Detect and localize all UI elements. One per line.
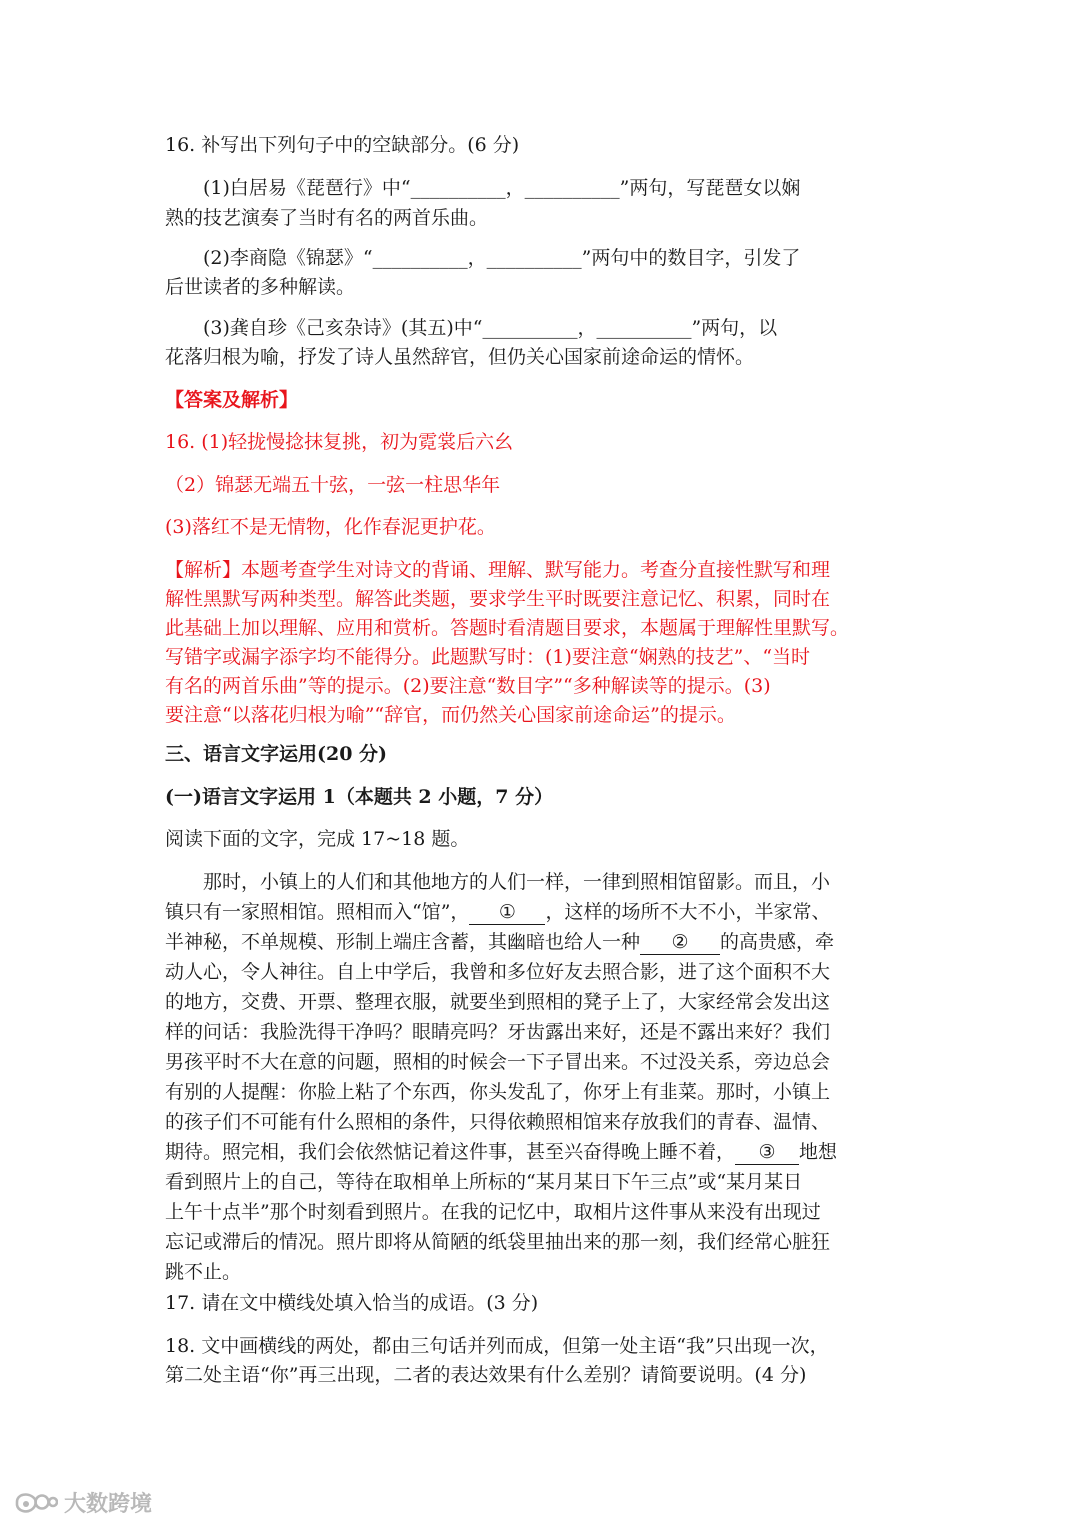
passage-text: 地想 bbox=[799, 1141, 838, 1163]
q16-p1-line2: 熟的技艺演奏了当时有名的两首乐曲。 bbox=[165, 207, 489, 229]
blank-3: ③ bbox=[735, 1140, 799, 1165]
passage-line-1: 那时，小镇上的人们和其他地方的人们一样，一律到照相馆留影。而且，小 bbox=[203, 871, 831, 893]
passage-line-13: 忘记或滞后的情况。照片即将从简陋的纸袋里抽出来的那一刻，我们经常心脏狂 bbox=[165, 1231, 831, 1253]
section3-subtitle: (一)语言文字运用 1（本题共 2 小题，7 分） bbox=[165, 786, 554, 808]
q16-p2-line1: (2)李商隐《锦瑟》“__________，__________”两句中的数目字，引发了 bbox=[203, 247, 801, 269]
passage-text: 期待。照完相，我们会依然惦记着这件事，甚至兴奋得晚上睡不着， bbox=[165, 1141, 736, 1163]
analysis-line-4: 写错字或漏字添字均不能得分。此题默写时：(1)要注意“娴熟的技艺”、“当时 bbox=[165, 646, 811, 668]
passage-line-12: 上午十点半”那个时刻看到照片。在我的记忆中，取相片这件事从来没有出现过 bbox=[165, 1201, 821, 1223]
passage-line-8: 有别的人提醒：你脸上粘了个东西，你头发乱了，你牙上有韭菜。那时，小镇上 bbox=[165, 1081, 831, 1103]
answer-2: （2）锦瑟无端五十弦，一弦一柱思华年 bbox=[165, 474, 501, 496]
q16-p1-line1: (1)白居易《琵琶行》中“__________，__________”两句，写琵琶女以娴 bbox=[203, 177, 801, 199]
analysis-line-2: 解性黑默写两种类型。解答此类题，要求学生平时既要注意记忆、积累，同时在 bbox=[165, 588, 831, 610]
answer-heading: 【答案及解析】 bbox=[165, 389, 299, 411]
q18-line-1: 18. 文中画横线的两处，都由三句话并列而成，但第一处主语“我”只出现一次， bbox=[165, 1335, 829, 1357]
watermark bbox=[14, 1487, 152, 1517]
passage-line-10 bbox=[165, 1138, 917, 1166]
analysis-line-1: 【解析】本题考查学生对诗文的背诵、理解、默写能力。考查分直接性默写和理 bbox=[165, 559, 831, 581]
passage-line-4: 动人心，令人神往。自上中学后，我曾和多位好友去照合影，进了这个面积不大 bbox=[165, 961, 831, 983]
passage-line-6: 样的问话：我脸洗得干净吗？眼睛亮吗？牙齿露出来好，还是不露出来好？我们 bbox=[165, 1021, 831, 1043]
q16-p3-line2: 花落归根为喻，抒发了诗人虽然辞官，但仍关心国家前途命运的情怀。 bbox=[165, 346, 755, 368]
passage-line-11: 看到照片上的自己，等待在取相单上所标的“某月某日下午三点”或“某月某日 bbox=[165, 1171, 803, 1193]
passage-line-7: 男孩平时不大在意的问题，照相的时候会一下子冒出来。不过没关系，旁边总会 bbox=[165, 1051, 831, 1073]
blank-2: ② bbox=[640, 930, 720, 955]
section3-title: 三、语言文字运用(20 分) bbox=[165, 743, 388, 765]
passage-text: 镇只有一家照相馆。照相而入“馆”， bbox=[165, 901, 470, 923]
q16-p2-line2: 后世读者的多种解读。 bbox=[165, 276, 356, 298]
analysis-line-5: 有名的两首乐曲”等的提示。(2)要注意“数目字”“多种解读等的提示。(3) bbox=[165, 675, 771, 697]
analysis-line-6: 要注意“以落花归根为喻”“辞官，而仍然关心国家前途命运”的提示。 bbox=[165, 704, 736, 726]
blank-1: ① bbox=[469, 900, 545, 925]
q16-p3-line1: (3)龚自珍《己亥杂诗》(其五)中“__________，__________”两句，以 bbox=[203, 317, 778, 339]
q18-line-2: 第二处主语“你”再三出现，二者的表达效果有什么差别？请简要说明。(4 分) bbox=[165, 1364, 807, 1386]
passage-line-14: 跳不止。 bbox=[165, 1261, 242, 1283]
passage-line-3 bbox=[165, 928, 917, 956]
passage-text: ，这样的场所不大不小，半家常、 bbox=[545, 901, 831, 923]
passage-line-9: 的孩子们不可能有什么照相的条件，只得依赖照相馆来存放我们的青春、温情、 bbox=[165, 1111, 831, 1133]
q17: 17. 请在文中横线处填入恰当的成语。(3 分) bbox=[165, 1292, 539, 1314]
weibo-logo-icon bbox=[14, 1489, 58, 1515]
passage-line-2 bbox=[165, 898, 917, 926]
analysis-line-3: 此基础上加以理解、应用和赏析。答题时看清题目要求，本题属于理解性里默写。 bbox=[165, 617, 850, 639]
answer-3: (3)落红不是无情物，化作春泥更护花。 bbox=[165, 516, 496, 538]
passage-text: 半神秘，不单规模、形制上端庄含蓄，其幽暗也给人一种 bbox=[165, 931, 641, 953]
q16-stem: 16. 补写出下列句子中的空缺部分。(6 分) bbox=[165, 134, 520, 156]
watermark-text: 大数跨境 bbox=[64, 1491, 153, 1517]
passage-text: 的高贵感，牵 bbox=[720, 931, 835, 953]
answer-1: 16. (1)轻拢慢捻抹复挑，初为霓裳后六幺 bbox=[165, 431, 514, 453]
reading-instruction: 阅读下面的文字，完成 17~18 题。 bbox=[165, 828, 470, 850]
passage-line-5: 的地方，交费、开票、整理衣服，就要坐到照相的凳子上了，大家经常会发出这 bbox=[165, 991, 831, 1013]
